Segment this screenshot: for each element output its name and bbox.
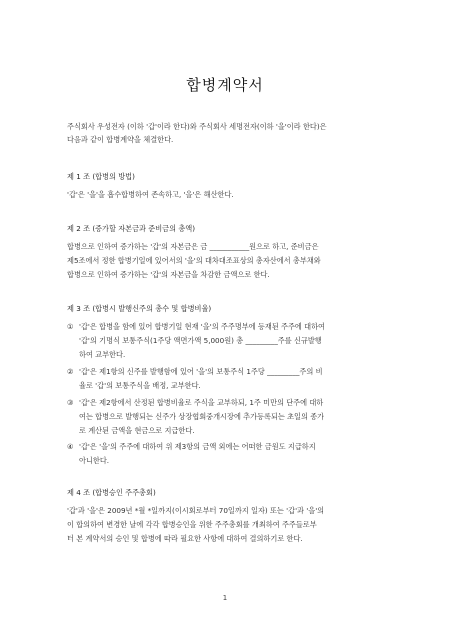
- item-text: 아니한다.: [79, 456, 110, 465]
- item-text: '갑'의 기명식 보통주식(1주당 액면가액 5,000원) 총 _________주를 신규발행: [79, 336, 322, 345]
- article-3-heading: 제 3 조 (합병시 발행신주의 총수 및 합병비율): [67, 304, 212, 313]
- item-text: '갑'은 제1항의 신주를 발행함에 있어 '을'의 보통주식 1주당 _________주의 비: [79, 367, 323, 376]
- article-1-heading: 제 1 조 (합병의 방법): [67, 172, 135, 181]
- article-2-heading: 제 2 조 (증가할 자본금과 준비금의 총액): [67, 224, 196, 233]
- article-3-item-1: [67, 320, 387, 362]
- article-3-item-3: [67, 396, 387, 438]
- item-text: '갑'은 합병을 함에 있어 합병기일 현재 '을'의 주주명부에 등재된 주주에 대하여: [79, 322, 325, 331]
- article-4-heading: 제 4 조 (합병승인 주주총회): [67, 488, 156, 497]
- article-2-text: 합병으로 인하여 증가하는 '갑'의 자본금은 금 ___________원으로 하고, 준비금은: [67, 242, 319, 251]
- item-marker: ③: [67, 398, 74, 407]
- item-text: 여는 합병으로 발행되는 신주가 상장협회중개시장에 추가등록되는 초일의 종가: [79, 412, 325, 421]
- article-2-text: 합병으로 인하여 증가하는 '갑'의 자본금을 차감한 금액으로 한다.: [67, 270, 270, 279]
- item-marker: ④: [67, 442, 74, 451]
- item-text: 하여 교부한다.: [79, 350, 126, 359]
- preamble-line: 주식회사 우성전자 (이하 '갑'이라 한다)와 주식회사 세명전자(이하 '을'이라 한다)은: [67, 122, 327, 131]
- article-3-item-2: [67, 365, 387, 393]
- article-4-text: '갑'과 '을'은 2009년 *월 *일까지(이시회로부터 70일까지 일자) 또는 '갑'과 '을'의: [67, 506, 325, 515]
- article-4-text: 터 본 계약서의 승인 및 합병에 따라 필요한 사항에 대하여 결의하기로 한다.: [67, 534, 303, 543]
- item-text: '갑'은 제2항에서 산정된 합병비율로 주식을 교부하되, 1주 미만의 단주에 대하: [79, 398, 324, 407]
- article-1-text: '갑'은 '을'을 흡수합병하여 존속하고, '을'은 해산한다.: [67, 190, 234, 199]
- article-2-text: 제5조에서 정한 합병기일에 있어서의 '을'의 대차대조표상의 총자산에서 총부채와: [67, 256, 321, 265]
- page-title: 합병계약서: [186, 76, 264, 94]
- item-marker: ②: [67, 367, 74, 376]
- item-text: 로 계산된 금액을 현금으로 지급한다.: [79, 426, 195, 435]
- article-4-text: 이 합의하여 변경한 날에 각각 합병승인을 위한 주주총회를 개최하여 주주들로부: [67, 520, 317, 529]
- page-number: 1: [222, 594, 228, 602]
- item-text: '갑'은 '을'의 주주에 대하여 위 제3항의 금액 외에는 어떠한 금원도 지급하지: [79, 442, 316, 451]
- preamble-line: 다음과 같이 합병계약을 체결한다.: [67, 135, 174, 144]
- article-3-item-4: [67, 440, 387, 468]
- item-marker: ①: [67, 322, 74, 331]
- item-text: 율로 '갑'의 보통주식을 배정, 교부한다.: [79, 381, 201, 390]
